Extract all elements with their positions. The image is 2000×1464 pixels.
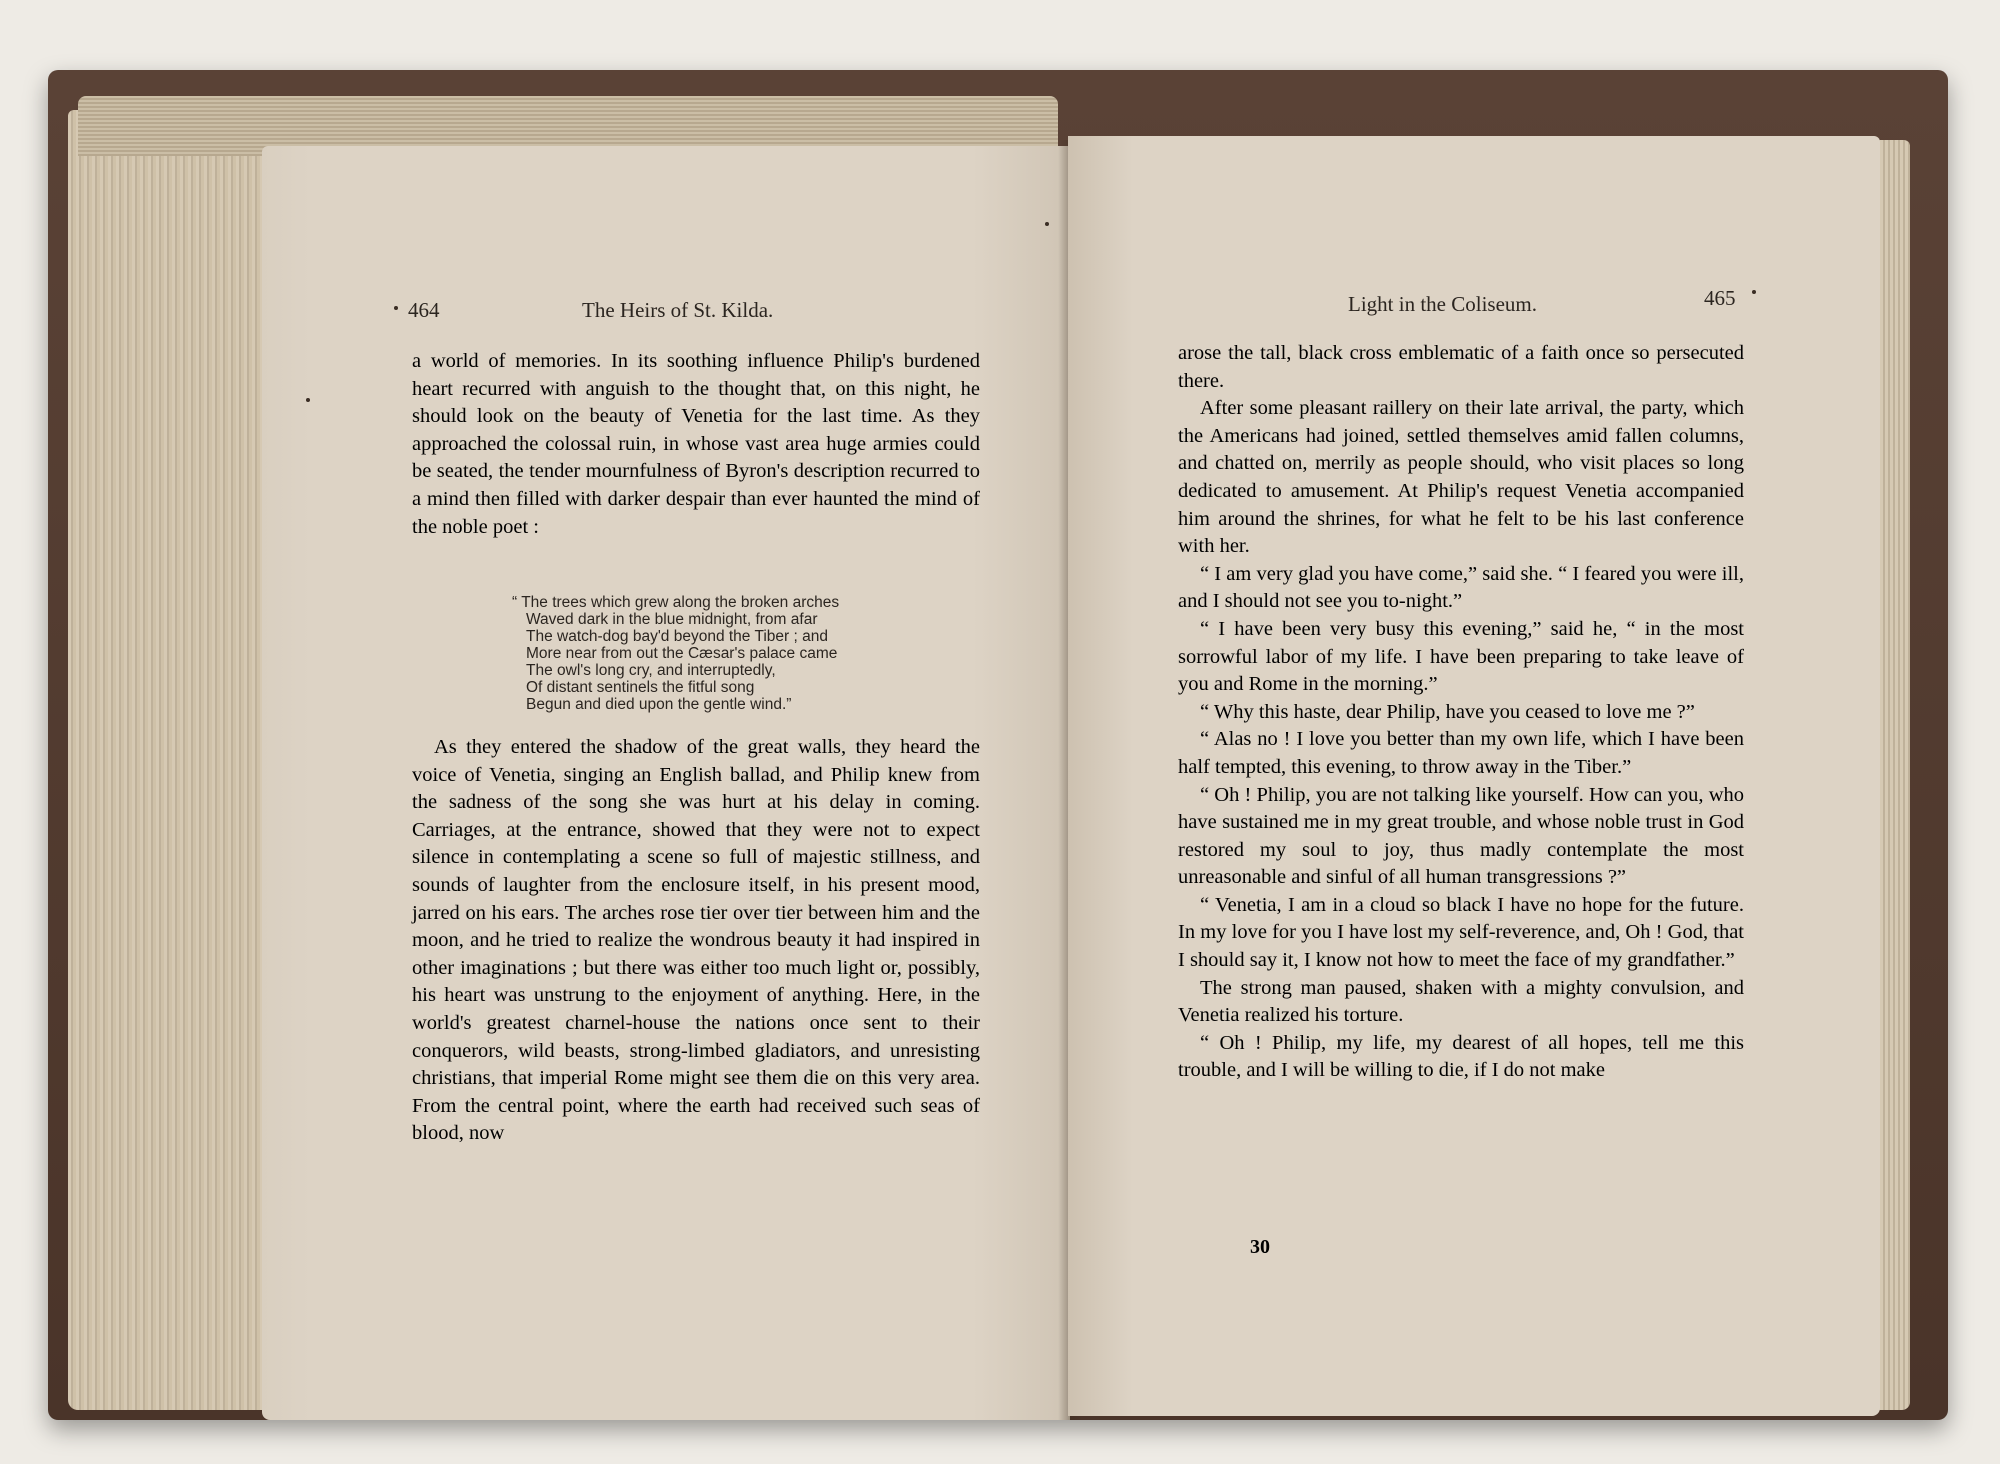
poem-line: The watch-dog bay'd beyond the Tiber ; and bbox=[526, 628, 828, 645]
right-page-number: 465 bbox=[1704, 286, 1736, 310]
paragraph: The strong man paused, shaken with a mighty convulsion, and Venetia realized his torture. bbox=[1178, 976, 1744, 1027]
paragraph: “ Oh ! Philip, you are not talking like yourself. How can you, who have sustained me in my great trouble, and whose noble trust in God restored my soul to joy, thus madly contemplate the most unreasonable and sinful of all human transgressions ?” bbox=[1178, 783, 1744, 889]
signature-mark: 30 bbox=[1250, 1236, 1270, 1258]
ink-speck bbox=[1752, 290, 1756, 294]
ink-speck bbox=[1045, 222, 1049, 226]
poem-line: Begun and died upon the gentle wind.” bbox=[526, 696, 792, 713]
byron-poem bbox=[512, 594, 839, 713]
paragraph: “ Oh ! Philip, my life, my dearest of all hopes, tell me this trouble, and I will be willing to die, if I do not make bbox=[1178, 1031, 1744, 1082]
poem-line: The owl's long cry, and interruptedly, bbox=[526, 662, 776, 679]
page-edges-left bbox=[68, 110, 278, 1410]
left-text-before-poem bbox=[412, 348, 980, 541]
paragraph: “ I am very glad you have come,” said she. “ I feared you were ill, and I should not see you to-night.” bbox=[1178, 562, 1744, 613]
poem-line: More near from out the Cæsar's palace came bbox=[526, 645, 838, 662]
ink-speck bbox=[394, 306, 398, 310]
left-running-title: The Heirs of St. Kilda. bbox=[582, 298, 774, 322]
left-page-number: 464 bbox=[408, 298, 440, 322]
paragraph: “ I have been very busy this evening,” said he, “ in the most sorrowful labor of my life. I have been preparing to take leave of you and Rome in the morning.” bbox=[1178, 617, 1744, 696]
right-text bbox=[1178, 340, 1744, 1085]
left-text-after-poem bbox=[412, 734, 980, 1148]
paragraph: “ Why this haste, dear Philip, have you ceased to love me ?” bbox=[1200, 700, 1695, 723]
paragraph: arose the tall, black cross emblematic of a faith once so persecuted there. bbox=[1178, 342, 1744, 392]
right-running-title: Light in the Coliseum. bbox=[1348, 292, 1537, 316]
paragraph: “ Alas no ! I love you better than my own life, which I have been half tempted, this evening, to throw away in the Tiber.” bbox=[1178, 728, 1744, 778]
poem-line: “ The trees which grew along the broken arches bbox=[512, 594, 840, 611]
poem-line: Of distant sentinels the fitful song bbox=[526, 679, 755, 696]
paragraph: a world of memories. In its soothing influence Philip's burdened heart recurred with anguish to the thought that, on this night, he should look on the beauty of Venetia for the last time. As they approached the colossal ruin, in whose vast area huge armies could be seated, the tender mournfulness of Byron's description recurred to a mind then filled with darker despair than ever haunted the mind of the noble poet : bbox=[412, 350, 980, 538]
poem-line: Waved dark in the blue midnight, from afar bbox=[526, 611, 818, 628]
ink-speck bbox=[306, 398, 310, 402]
paragraph: “ Venetia, I am in a cloud so black I have no hope for the future. In my love for you I have lost my self-reverence, and, Oh ! God, that I should say it, I know not how to meet the face of my grandfather.” bbox=[1178, 893, 1744, 972]
paragraph: As they entered the shadow of the great walls, they heard the voice of Venetia, singing an English ballad, and Philip knew from the sadness of the song she was hurt at his delay in coming. Carriages, at the entrance, showed that they were not to expect silence in contemplating a scene so full of majestic stillness, and sounds of laughter from the enclosure itself, in his present mood, jarred on his ears. The arches rose tier over tier between him and the moon, and he tried to realize the wondrous beauty it had inspired in other imaginations ; but there was either too much light or, possibly, his heart was unstrung to the enjoyment of anything. Here, in the world's greatest charnel-house the nations once sent to their conquerors, wild beasts, strong-limbed gladiators, and unresisting christians, that imperial Rome might see them die on this very area. From the central point, where the earth had received such seas of blood, now bbox=[412, 736, 980, 1145]
paragraph: After some pleasant raillery on their late arrival, the party, which the Americans had joined, settled themselves amid fallen columns, and chatted on, merrily as people should, who visit places so long dedicated to amusement. At Philip's request Venetia accompanied him around the shrines, for what he felt to be his last conference with her. bbox=[1178, 397, 1744, 558]
